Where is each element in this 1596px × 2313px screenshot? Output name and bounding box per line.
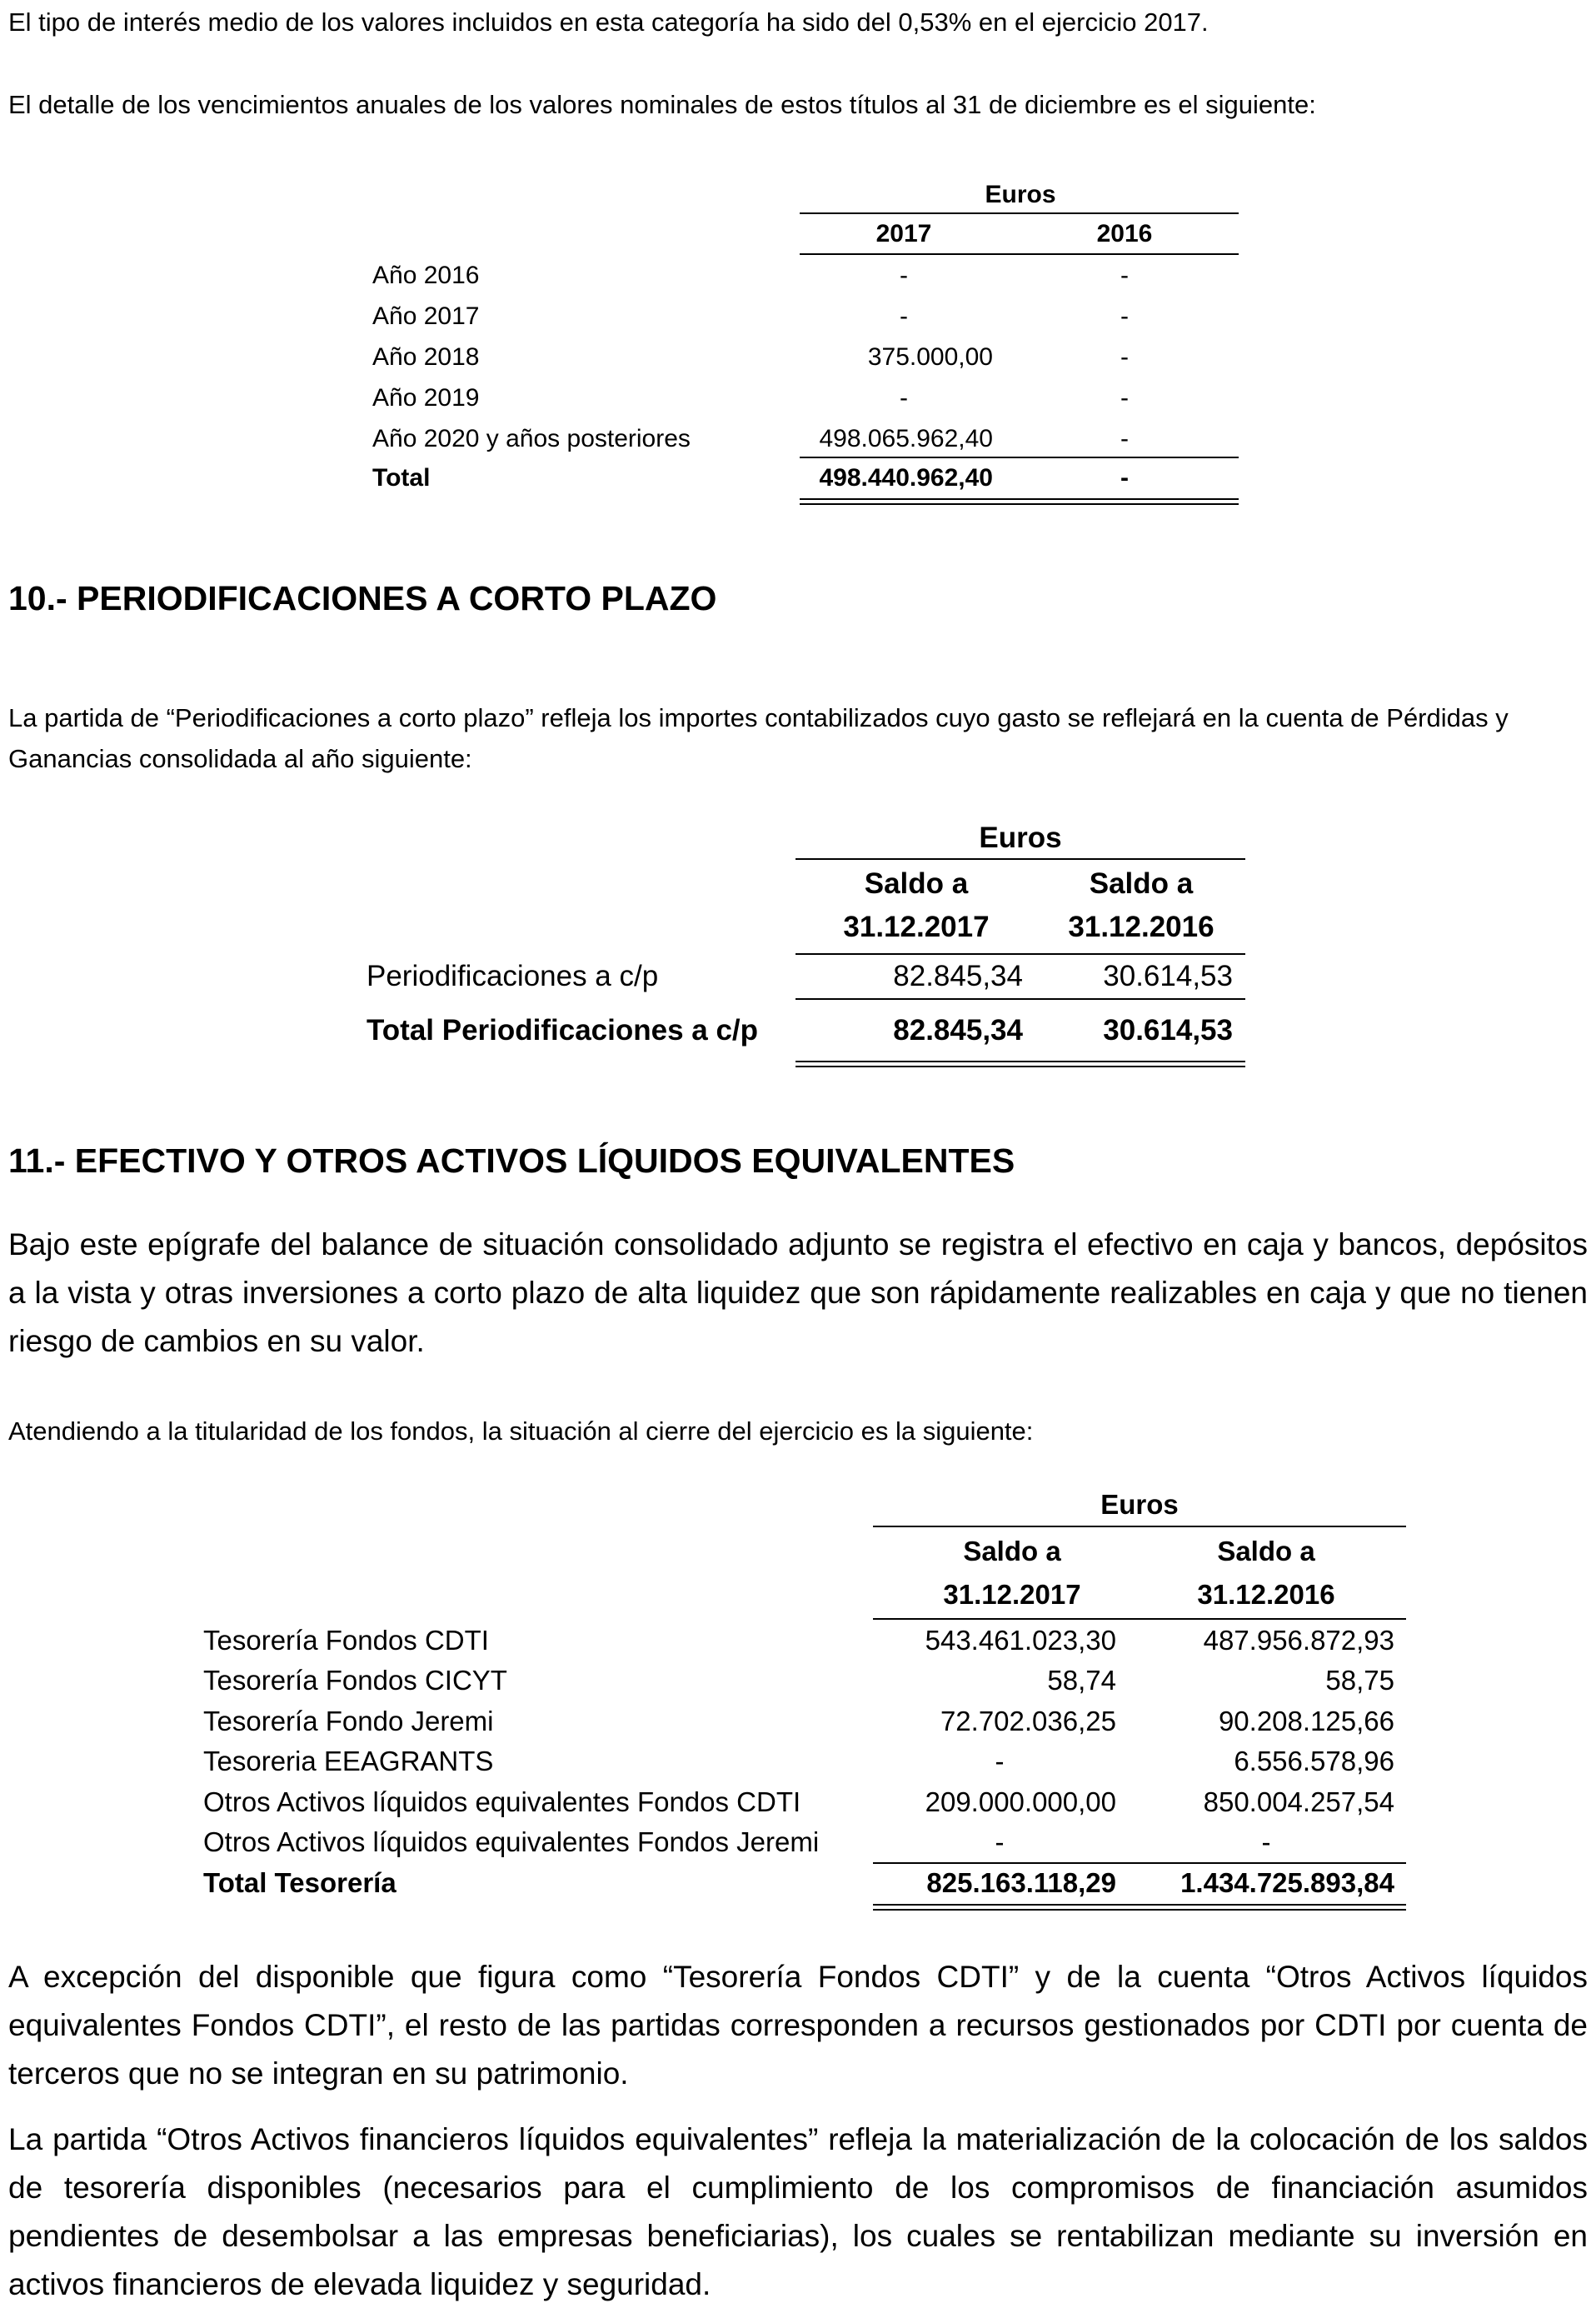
row-label: Año 2019	[372, 384, 480, 412]
total-double-rule	[873, 1904, 1406, 1911]
row-label: Otros Activos líquidos equivalentes Fondos CDTI	[203, 1786, 801, 1817]
column-header-2016-line1: Saldo a	[1217, 1536, 1315, 1566]
row-value-2016: 487.956.872,93	[1203, 1625, 1394, 1656]
paragraph-maturities-intro: El detalle de los vencimientos anuales de los valores nominales de estos títulos al 31 de diciembre es el siguiente:	[8, 90, 1316, 119]
row-value-2016: 58,75	[1325, 1665, 1394, 1696]
paragraph-periodificaciones: La partida de “Periodificaciones a corto plazo” refleja los importes contabilizados cuyo gasto se reflejará en la cuenta de Pérdidas y Ganancias consolidada al año siguiente:	[8, 703, 1509, 773]
row-value-2017: 82.845,34	[893, 960, 1023, 992]
currency-header: Euros	[985, 181, 1056, 208]
column-header-2016-line1: Saldo a	[1089, 867, 1194, 900]
total-label: Total Periodificaciones a c/p	[367, 1014, 759, 1047]
total-double-rule	[796, 1061, 1245, 1067]
row-value-2017: 72.702.036,25	[940, 1706, 1116, 1736]
total-value-2016: 1.434.725.893,84	[1180, 1867, 1394, 1898]
subtotal-rule	[796, 998, 1245, 1000]
currency-header: Euros	[979, 822, 1062, 854]
row-value-2016: -	[1120, 384, 1129, 412]
row-label: Otros Activos líquidos equivalentes Fondos Jeremi	[203, 1826, 820, 1857]
row-value-2017: -	[900, 384, 908, 412]
row-value-2017: 498.065.962,40	[819, 425, 993, 452]
paragraph-titularidad: Atendiendo a la titularidad de los fondos, la situación al cierre del ejercicio es la siguiente:	[8, 1416, 1034, 1446]
row-value-2016: -	[1120, 343, 1129, 371]
header-rule	[796, 858, 1245, 860]
paragraph-efectivo-description: Bajo este epígrafe del balance de situación consolidado adjunto se registra el efectivo en caja y bancos, depósitos a la vista y otras inversiones a corto plazo de alta liquidez que son rápidamente realizables en caja y que no tienen riesgo de cambios en su valor.	[8, 1227, 1588, 1358]
total-value-2017: 498.440.962,40	[819, 464, 993, 492]
row-label: Tesoreria EEAGRANTS	[203, 1746, 494, 1776]
total-value-2016: -	[1120, 464, 1129, 492]
row-value-2016: -	[1120, 262, 1129, 289]
header-rule	[873, 1618, 1406, 1620]
column-header-2017-line1: Saldo a	[864, 867, 969, 900]
row-value-2016: 30.614,53	[1103, 960, 1233, 992]
total-double-rule	[800, 498, 1239, 505]
column-header-2017-line2: 31.12.2017	[943, 1579, 1081, 1610]
row-value-2016: -	[1120, 425, 1129, 452]
total-value-2017: 82.845,34	[893, 1014, 1023, 1047]
row-label: Año 2020 y años posteriores	[372, 425, 691, 452]
row-label: Tesorería Fondo Jeremi	[203, 1706, 494, 1736]
row-value-2017: -	[995, 1746, 1005, 1776]
total-value-2017: 825.163.118,29	[926, 1867, 1116, 1898]
row-label: Periodificaciones a c/p	[367, 960, 659, 992]
row-label: Año 2016	[372, 262, 480, 289]
column-header-2016: 2016	[1096, 220, 1153, 247]
header-rule	[873, 1526, 1406, 1527]
row-value-2017: -	[900, 302, 908, 330]
row-label: Año 2017	[372, 302, 480, 330]
row-value-2017: 58,74	[1047, 1665, 1116, 1696]
row-value-2017: -	[900, 262, 908, 289]
row-label: Tesorería Fondos CICYT	[203, 1665, 507, 1696]
row-value-2017: 375.000,00	[867, 343, 993, 371]
row-label: Año 2018	[372, 343, 480, 371]
column-header-2016-line2: 31.12.2016	[1197, 1579, 1335, 1610]
row-value-2016: 90.208.125,66	[1218, 1706, 1394, 1736]
column-header-2017-line2: 31.12.2017	[843, 911, 990, 943]
row-value-2016: -	[1120, 302, 1129, 330]
paragraph-colocacion: La partida “Otros Activos financieros líquidos equivalentes” refleja la materialización de la colocación de los saldos de tesorería disponibles (necesarios para el cumplimiento de los compromisos de financiación asumidos pendientes de desembolsar a las empresas beneficiarias), los cuales se rentabilizan mediante su inversión en activos financieros de elevada liquidez y seguridad.	[8, 2122, 1588, 2301]
paragraph-interest-rate: El tipo de interés medio de los valores incluidos en esta categoría ha sido del 0,53% en el ejercicio 2017.	[8, 7, 1209, 37]
row-value-2016: 850.004.257,54	[1203, 1786, 1394, 1817]
column-header-2017-line1: Saldo a	[963, 1536, 1061, 1566]
section-heading-11: 11.- EFECTIVO Y OTROS ACTIVOS LÍQUIDOS EQUIVALENTES	[8, 1142, 1015, 1180]
row-value-2016: -	[1261, 1826, 1271, 1857]
column-header-2017: 2017	[875, 220, 932, 247]
row-value-2017: -	[995, 1826, 1005, 1857]
total-label: Total	[372, 464, 431, 492]
row-value-2016: 6.556.578,96	[1234, 1746, 1394, 1776]
column-header-2016-line2: 31.12.2016	[1068, 911, 1214, 943]
total-label: Total Tesorería	[203, 1867, 397, 1898]
paragraph-excepcion: A excepción del disponible que figura como “Tesorería Fondos CDTI” y de la cuenta “Otros Activos líquidos equivalentes Fondos CDTI”, el resto de las partidas corresponden a recursos gestionados por CDTI por cuenta de terceros que no se integran en su patrimonio.	[8, 1960, 1588, 2091]
total-value-2016: 30.614,53	[1103, 1014, 1233, 1047]
row-value-2017: 543.461.023,30	[925, 1625, 1116, 1656]
row-value-2017: 209.000.000,00	[925, 1786, 1116, 1817]
currency-header: Euros	[1100, 1489, 1179, 1520]
header-rule	[800, 253, 1239, 255]
row-label: Tesorería Fondos CDTI	[203, 1625, 489, 1656]
section-heading-10: 10.- PERIODIFICACIONES A CORTO PLAZO	[8, 579, 717, 617]
